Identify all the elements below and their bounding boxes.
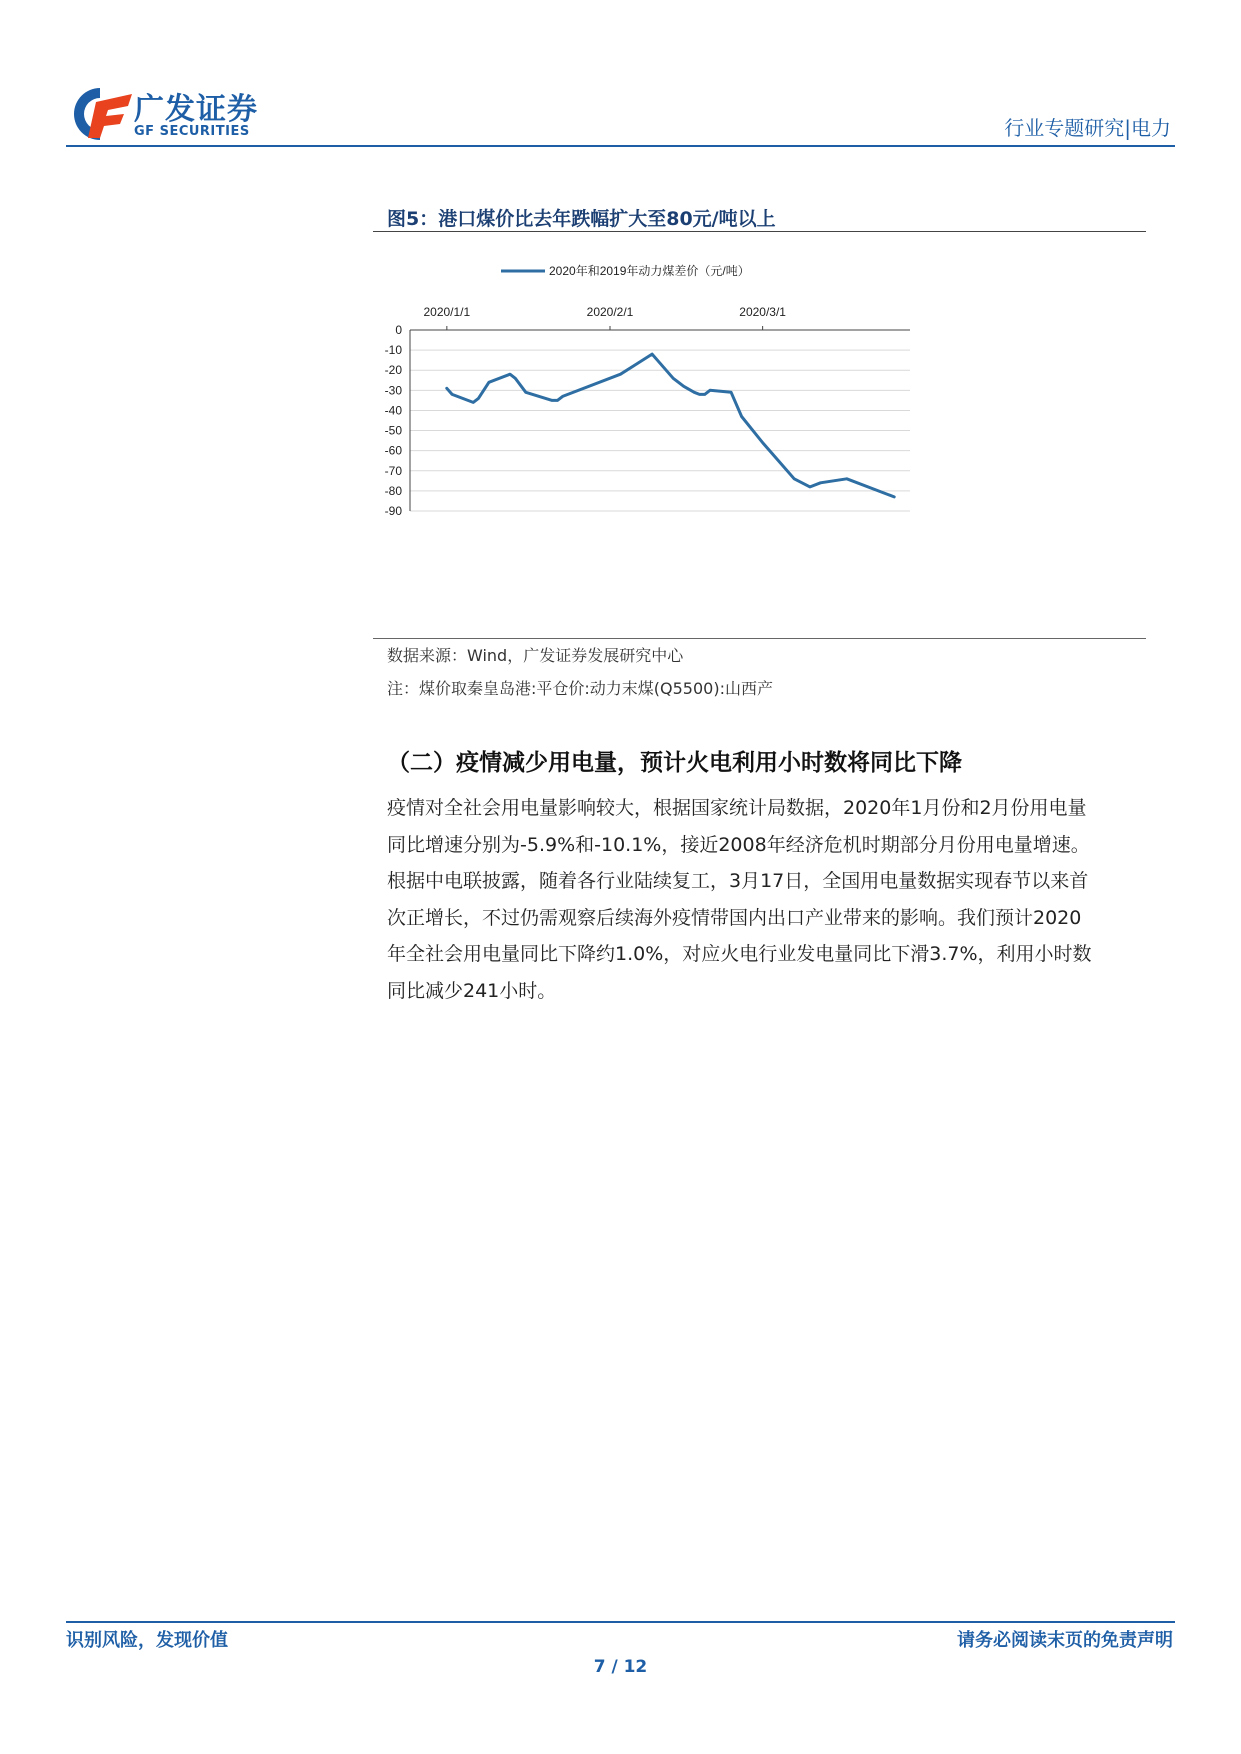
chart-legend — [501, 263, 750, 278]
paragraph-line: 同比增速分别为-5.9%和-10.1%，接近2008年经济危机时期部分月份用电量增速。 — [387, 833, 1090, 856]
section-paragraph — [387, 790, 1182, 1010]
paragraph-line: 疫情对全社会用电量影响较大，根据国家统计局数据，2020年1月份和2月份用电量 — [387, 797, 1087, 819]
figure-source: 数据来源：Wind，广发证券发展研究中心 — [387, 646, 684, 665]
y-tick-label: -70 — [384, 463, 402, 478]
x-axis-ticks — [423, 305, 786, 330]
figure-top-divider — [373, 231, 1146, 232]
footer-disclaimer: 请务必阅读末页的免责声明 — [957, 1630, 1173, 1651]
page-number: 7 / 12 — [593, 1657, 648, 1677]
y-tick-label: -20 — [384, 363, 402, 378]
brand-name: 广发证券 — [134, 92, 258, 127]
footer-slogan: 识别风险，发现价值 — [66, 1630, 228, 1651]
y-tick-label: -60 — [384, 443, 402, 458]
chart-series — [447, 354, 894, 497]
y-tick-label: -40 — [384, 403, 402, 418]
x-tick-label: 2020/2/1 — [586, 305, 634, 319]
y-axis-ticks — [385, 323, 403, 518]
footer-divider — [66, 1621, 1175, 1623]
paragraph-line: 年全社会用电量同比下降约1.0%，对应火电行业发电量同比下滑3.7%，利用小时数 — [387, 943, 1092, 966]
figure-bottom-divider — [373, 638, 1146, 639]
legend-label: 2020年和2019年动力煤差价（元/吨） — [549, 264, 750, 278]
x-tick-label: 2020/1/1 — [423, 305, 471, 319]
figure-note: 注：煤价取秦皇岛港:平仓价:动力末煤(Q5500):山西产 — [387, 679, 773, 698]
x-tick-label: 2020/3/1 — [739, 305, 786, 319]
section-heading: （二）疫情减少用电量，预计火电利用小时数将同比下降 — [387, 750, 962, 776]
y-tick-label: -50 — [384, 423, 402, 438]
paragraph-line: 次正增长，不过仍需观察后续海外疫情带国内出口产业带来的影响。我们预计2020 — [387, 906, 1082, 929]
y-tick-label: -30 — [384, 383, 402, 398]
paragraph-line: 根据中电联披露，随着各行业陆续复工，3月17日，全国用电量数据实现春节以来首 — [387, 870, 1089, 893]
chart-gridlines — [410, 350, 910, 511]
y-tick-label: 0 — [395, 323, 402, 337]
brand-name-english: GF SECURITIES — [134, 124, 250, 139]
y-tick-label: -90 — [384, 504, 402, 518]
header-divider — [66, 145, 1175, 147]
series-line — [447, 354, 894, 497]
report-category: 行业专题研究|电力 — [1004, 116, 1171, 140]
gf-securities-logo — [66, 84, 136, 144]
figure-title: 图5：港口煤价比去年跌幅扩大至80元/吨以上 — [387, 208, 776, 230]
paragraph-line: 同比减少241小时。 — [387, 979, 557, 1002]
y-tick-label: -80 — [384, 483, 402, 498]
chart-axes — [410, 330, 910, 511]
coal-price-difference-line-chart — [373, 238, 1146, 608]
y-tick-label: -10 — [384, 343, 402, 358]
